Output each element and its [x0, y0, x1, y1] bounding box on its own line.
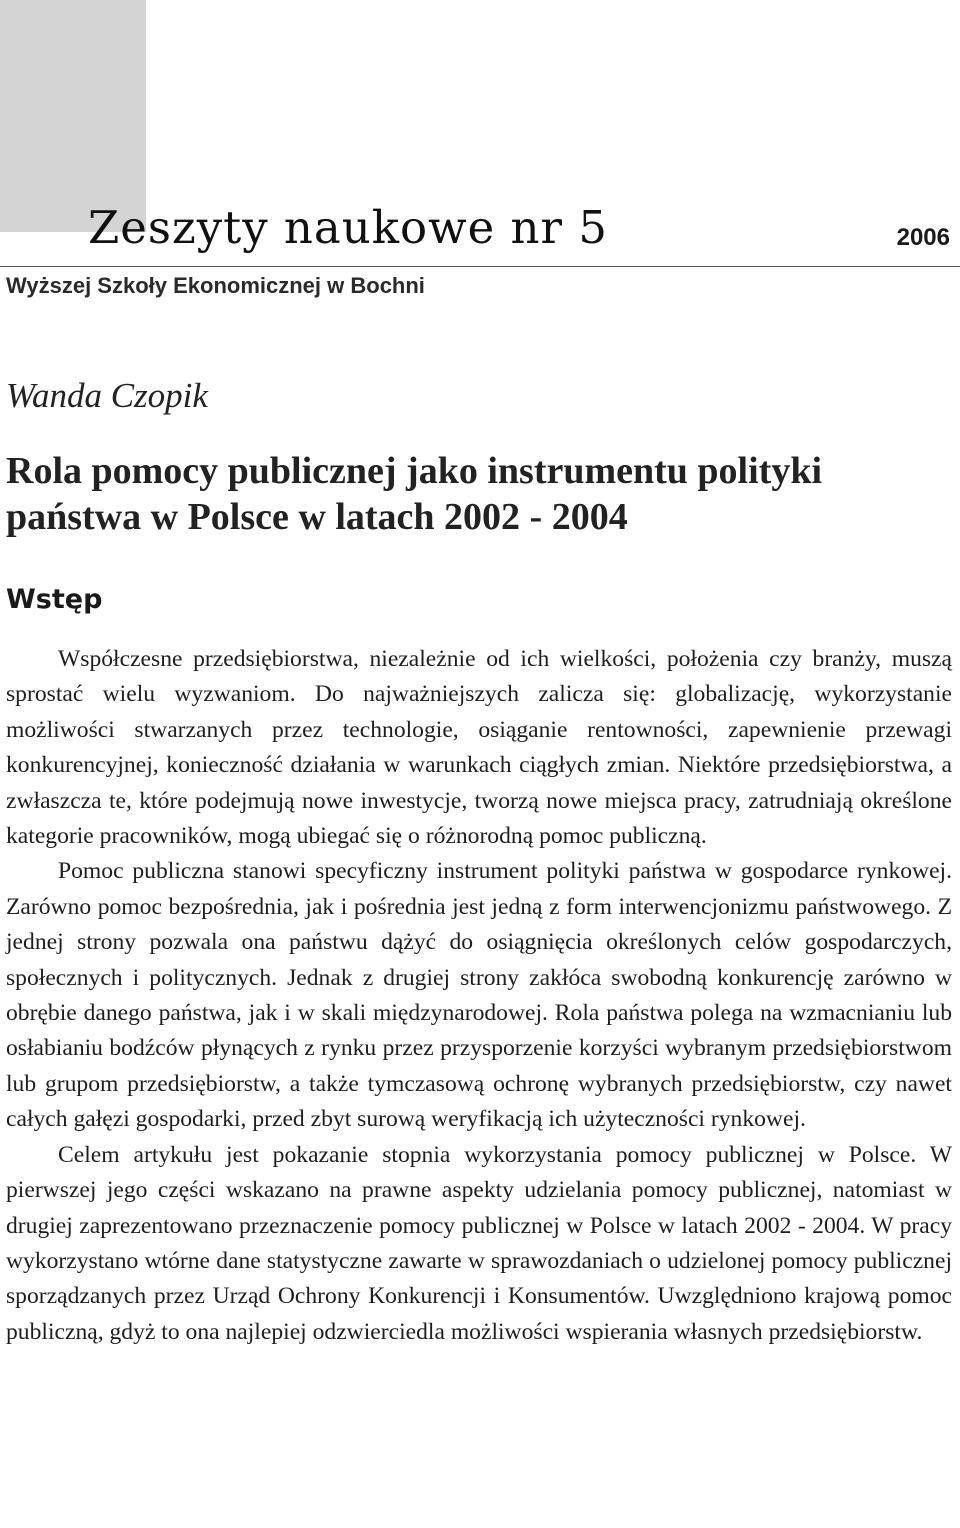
article-author: Wanda Czopik [6, 376, 208, 415]
body-paragraph: Celem artykułu jest pokazanie stopnia wykorzystania pomocy publicznej w Polsce. W pierwszej jego części wskazano na prawne aspekty udzielania pomocy publicznej, natomiast w drugiej zaprezentowano przeznaczenie pomocy publicznej w Polsce w latach 2002 - 2004. W pracy wykorzystano wtórne dane statystyczne zawarte w sprawozdaniach o udzielonej pomocy publicznej sporządzanych przez Urząd Ochrony Konkurencji i Konsumentów. Uwzględniono krajową pomoc publiczną, gdyż to ona najlepiej odzwierciedla możliwości wspierania własnych przedsiębiorstw. [6, 1141, 952, 1345]
header-divider [0, 266, 960, 267]
body-paragraph: Współczesne przedsiębiorstwa, niezależnie od ich wielkości, położenia czy branży, muszą sprostać wielu wyzwaniom. Do najważniejszych zalicza się: globalizację, wykorzystanie możliwości stwarzanych przez technologie, osiąganie rentowności, zapewnienie przewagi konkurencyjnej, konieczność działania w warunkach ciągłych zmian. Niektóre przedsiębiorstwa, a zwłaszcza te, które podejmują nowe inwestycje, tworzą nowe miejsca pracy, zatrudniają określone kategorie pracowników, mogą ubiegać się o różnorodną pomoc publiczną. [6, 646, 952, 850]
school-name: Wyższej Szkoły Ekonomicznej w Bochni [6, 273, 425, 298]
section-heading: Wstęp [6, 584, 103, 615]
publication-year: 2006 [896, 224, 950, 251]
body-paragraph: Pomoc publiczna stanowi specyficzny instrument polityki państwa w gospodarce rynkowej. Zarówno pomoc bezpośrednia, jak i pośrednia jest jedną z form interwencjonizmu państwowego. Z jednej strony pozwala ona państwu dążyć do osiągnięcia określonych celów gospodarczych, społecznych i politycznych. Jednak z drugiej strony zakłóca swobodną konkurencję zarówno w obrębie danego państwa, jak i w skali międzynarodowej. Rola państwa polega na wzmacnianiu lub osłabianiu bodźców płynących z rynku przez przysporzenie korzyści wybranym przedsiębiorstwom lub grupom przedsiębiorstw, a także tymczasową ochronę wybranych przedsiębiorstw, czy nawet całych gałęzi gospodarki, przed zbyt surową weryfikacją ich użyteczności rynkowej. [6, 858, 952, 1133]
article-title: Rola pomocy publicznej jako instrumentu polityki państwa w Polsce w latach 2002 - 2004 [6, 450, 823, 538]
article-body [6, 642, 952, 1350]
journal-title: Zeszyty naukowe nr 5 [88, 201, 608, 254]
